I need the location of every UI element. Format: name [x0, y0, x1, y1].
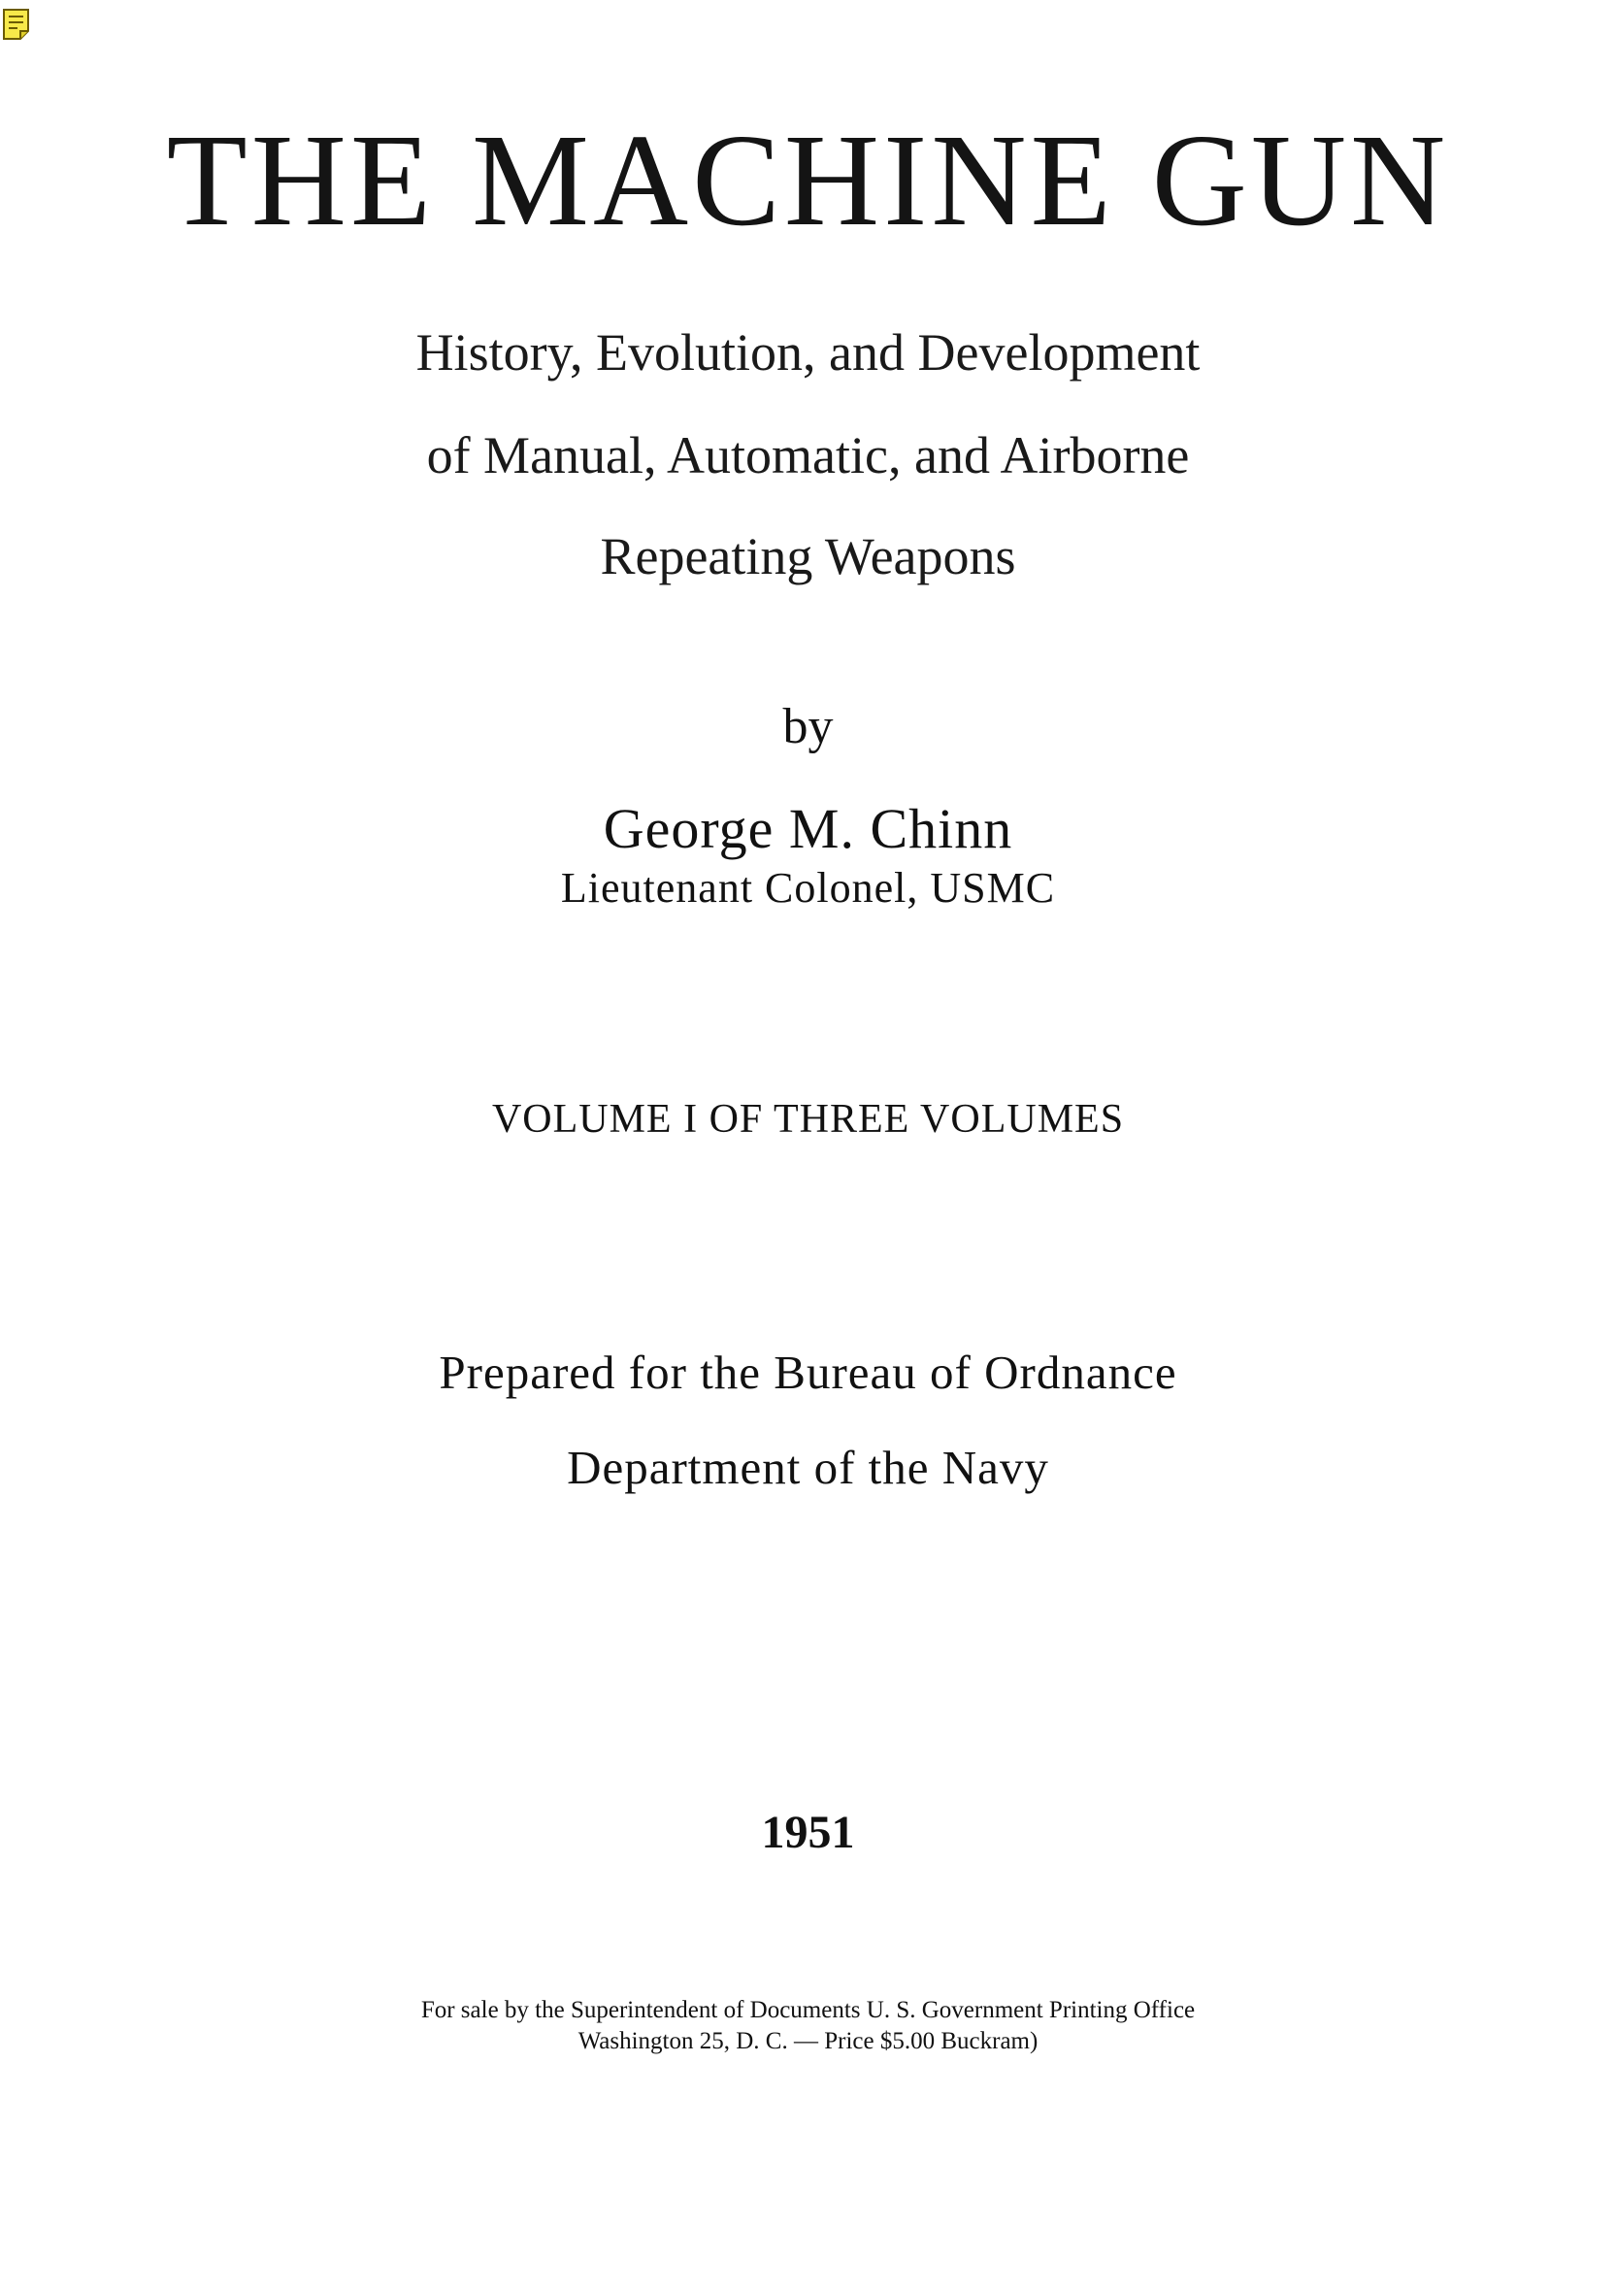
- sale-notice-line-2: Washington 25, D. C. — Price $5.00 Buckram): [577, 2028, 1039, 2054]
- subtitle-line-2: of Manual, Automatic, and Airborne: [426, 426, 1190, 484]
- sale-notice-line-1: For sale by the Superintendent of Documents U. S. Government Printing Office: [420, 1997, 1196, 2023]
- book-title: THE MACHINE GUN: [166, 108, 1450, 253]
- subtitle-line-1: History, Evolution, and Development: [415, 323, 1201, 382]
- subtitle-line-3: Repeating Weapons: [600, 527, 1016, 585]
- volume-statement: VOLUME I OF THREE VOLUMES: [491, 1097, 1125, 1142]
- annotation-note-icon[interactable]: [2, 8, 31, 41]
- author-name: George M. Chinn: [603, 797, 1013, 860]
- prepared-for-line: Prepared for the Bureau of Ordnance: [439, 1346, 1177, 1399]
- note-icon: [2, 8, 31, 41]
- byline: by: [782, 699, 834, 754]
- publication-year: 1951: [761, 1807, 855, 1858]
- author-rank: Lieutenant Colonel, USMC: [560, 864, 1056, 912]
- department-line: Department of the Navy: [567, 1441, 1049, 1494]
